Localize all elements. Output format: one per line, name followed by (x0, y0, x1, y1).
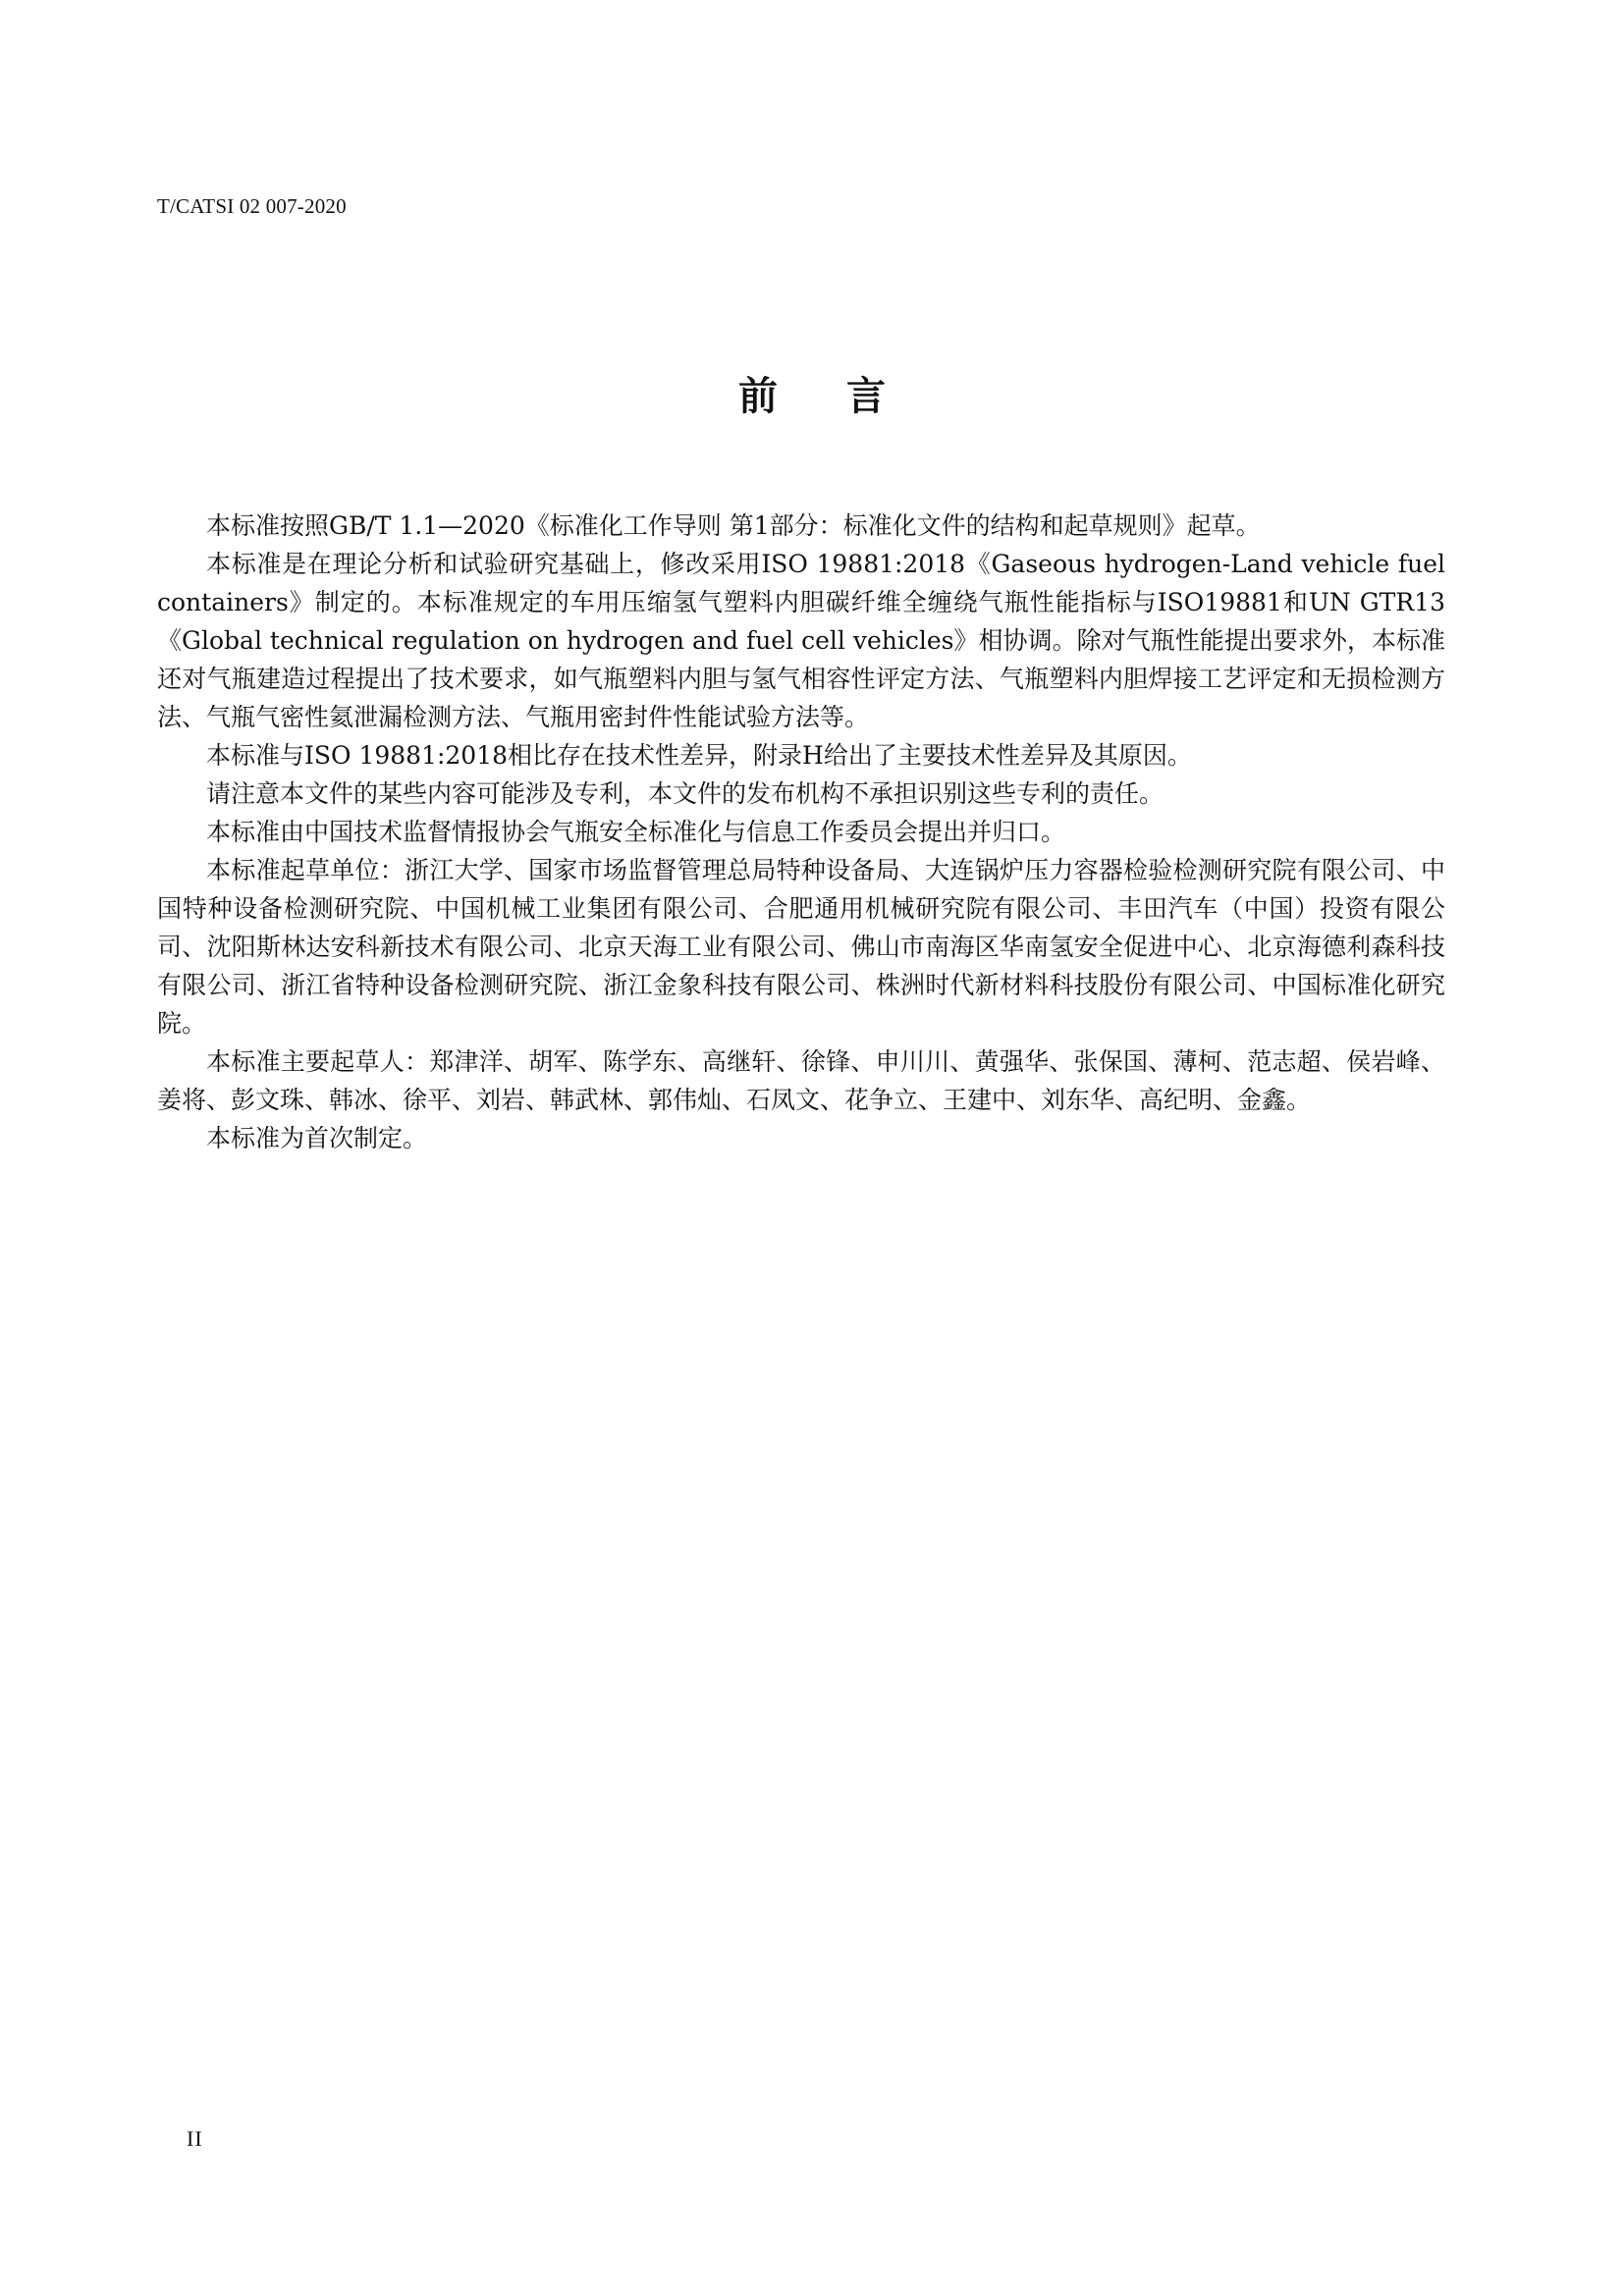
paragraph-drafting-rules: 本标准按照GB/T 1.1—2020《标准化工作导则 第1部分：标准化文件的结构和起草规则》起草。 (206, 511, 1261, 540)
paragraph-proposer: 本标准由中国技术监督情报协会气瓶安全标准化与信息工作委员会提出并归口。 (206, 818, 1066, 846)
paragraph-drafting-units: 本标准起草单位：浙江大学、国家市场监督管理总局特种设备局、大连锅炉压力容器检验检测研究院有限公司、中国特种设备检测研究院、中国机械工业集团有限公司、合肥通用机械研究院有限公司、丰田汽车（中国）投资有限公司、沈阳斯林达安科新技术有限公司、北京天海工业有限公司、佛山市南海区华南氢安全促进中心、北京海德利森科技有限公司、浙江省特种设备检测研究院、浙江金象科技有限公司、株洲时代新材料科技股份有限公司、中国标准化研究院。 (157, 856, 1445, 1038)
paragraph-differences: 本标准与ISO 19881:2018相比存在技术性差异，附录H给出了主要技术性差异及其原因。 (206, 741, 1192, 770)
paragraph-drafters: 本标准主要起草人：郑津洋、胡军、陈学东、高继轩、徐锋、申川川、黄强华、张保国、薄柯、范志超、侯岩峰、姜将、彭文珠、韩冰、徐平、刘岩、韩武林、郭伟灿、石凤文、花争立、王建中、刘东华、高纪明、金鑫。 (157, 1047, 1445, 1114)
paragraph-patent-notice: 请注意本文件的某些内容可能涉及专利，本文件的发布机构不承担识别这些专利的责任。 (206, 779, 1164, 808)
page-title: 前言 (738, 374, 954, 419)
foreword-body (157, 507, 1445, 1157)
paragraph-basis: 本标准是在理论分析和试验研究基础上，修改采用ISO 19881:2018《Gaseous hydrogen-Land vehicle fuel containers》制定的。本标准规定的车用压缩氢气塑料内胆碳纤维全缠绕气瓶性能指标与ISO19881和UN GTR13《Global technical regulation on hydrogen and fuel cell vehicles》相协调。除对气瓶性能提出要求外，本标准还对气瓶建造过程提出了技术要求，如气瓶塑料内胆与氢气相容性评定方法、气瓶塑料内胆焊接工艺评定和无损检测方法、气瓶气密性氦泄漏检测方法、气瓶用密封件性能试验方法等。 (157, 550, 1445, 731)
paragraph-first-edition: 本标准为首次制定。 (206, 1124, 428, 1152)
page-number: II (187, 2126, 203, 2151)
document-code: T/CATSI 02 007-2020 (157, 194, 347, 218)
